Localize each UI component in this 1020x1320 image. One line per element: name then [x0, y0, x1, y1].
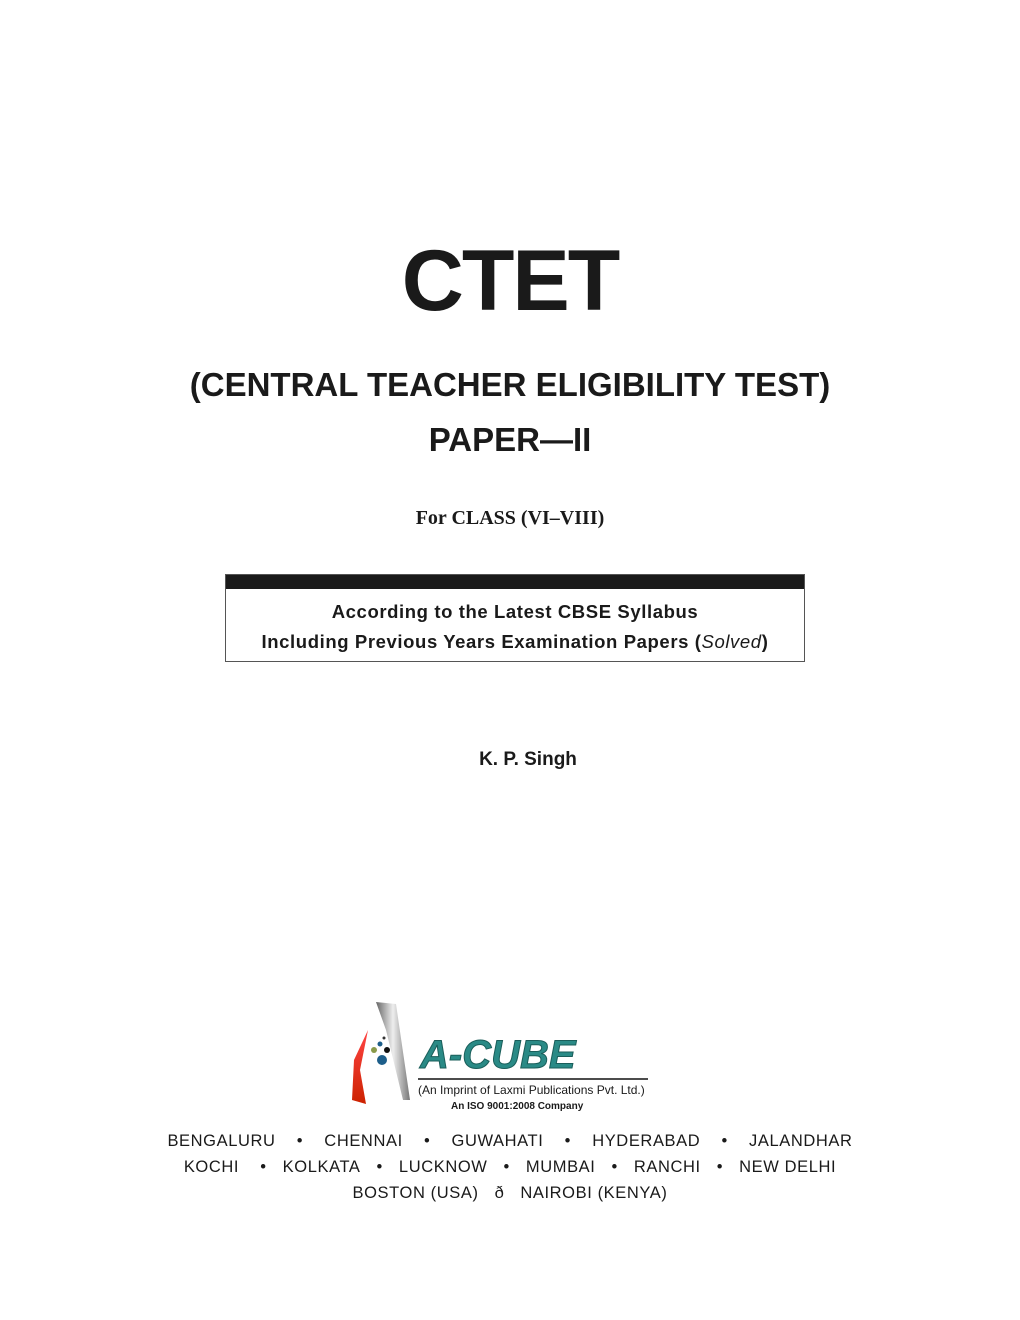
- bullet: •: [296, 1132, 304, 1150]
- city: KOLKATA: [282, 1158, 361, 1176]
- publisher-logo: [348, 1000, 658, 1115]
- city: RANCHI: [633, 1158, 701, 1176]
- city: KOCHI: [183, 1158, 240, 1176]
- class-line: For CLASS (VI–VIII): [415, 507, 605, 529]
- box-line-2: [226, 631, 804, 653]
- iso-text: An ISO 9001:2008 Company: [451, 1101, 584, 1112]
- city: MUMBAI: [525, 1158, 596, 1176]
- city: BENGALURU: [167, 1132, 276, 1150]
- separator-glyph: ð: [494, 1184, 505, 1202]
- cities-row-2: [0, 1158, 1020, 1177]
- cities-row-1: [0, 1132, 1020, 1151]
- book-subtitle: (CENTRAL TEACHER ELIGIBILITY TEST): [189, 366, 831, 403]
- bullet: •: [376, 1158, 383, 1176]
- city: BOSTON (USA): [352, 1184, 479, 1202]
- a-cube-logo-icon: [348, 1000, 658, 1115]
- bullet: •: [423, 1132, 431, 1150]
- city: NAIROBI (KENYA): [520, 1184, 668, 1202]
- logo-text: A-CUBE: [420, 1033, 576, 1077]
- cities-row-3: [0, 1184, 1020, 1203]
- bullet: •: [260, 1158, 267, 1176]
- city: NEW DELHI: [739, 1158, 837, 1176]
- author: K. P. Singh: [479, 749, 577, 770]
- bullet: •: [611, 1158, 618, 1176]
- city: CHENNAI: [324, 1132, 403, 1150]
- syllabus-box: [225, 574, 805, 662]
- box-line-2-end: ): [761, 631, 769, 652]
- bullet: •: [503, 1158, 510, 1176]
- box-top-bar: [226, 575, 804, 589]
- city: GUWAHATI: [451, 1132, 544, 1150]
- bullet: •: [716, 1158, 724, 1176]
- box-line-1: According to the Latest CBSE Syllabus: [331, 601, 699, 622]
- city: JALANDHAR: [749, 1132, 853, 1150]
- city: HYDERABAD: [592, 1132, 701, 1150]
- solved-text: Solved: [701, 631, 762, 652]
- bullet: •: [721, 1132, 728, 1150]
- paper-label: PAPER—II: [428, 421, 592, 458]
- bullet: •: [564, 1132, 571, 1150]
- imprint-text: (An Imprint of Laxmi Publications Pvt. Ltd.): [418, 1083, 645, 1097]
- city: LUCKNOW: [398, 1158, 488, 1176]
- book-title: CTET: [401, 233, 619, 329]
- box-line-2-text: Including Previous Years Examination Papers (: [261, 631, 702, 652]
